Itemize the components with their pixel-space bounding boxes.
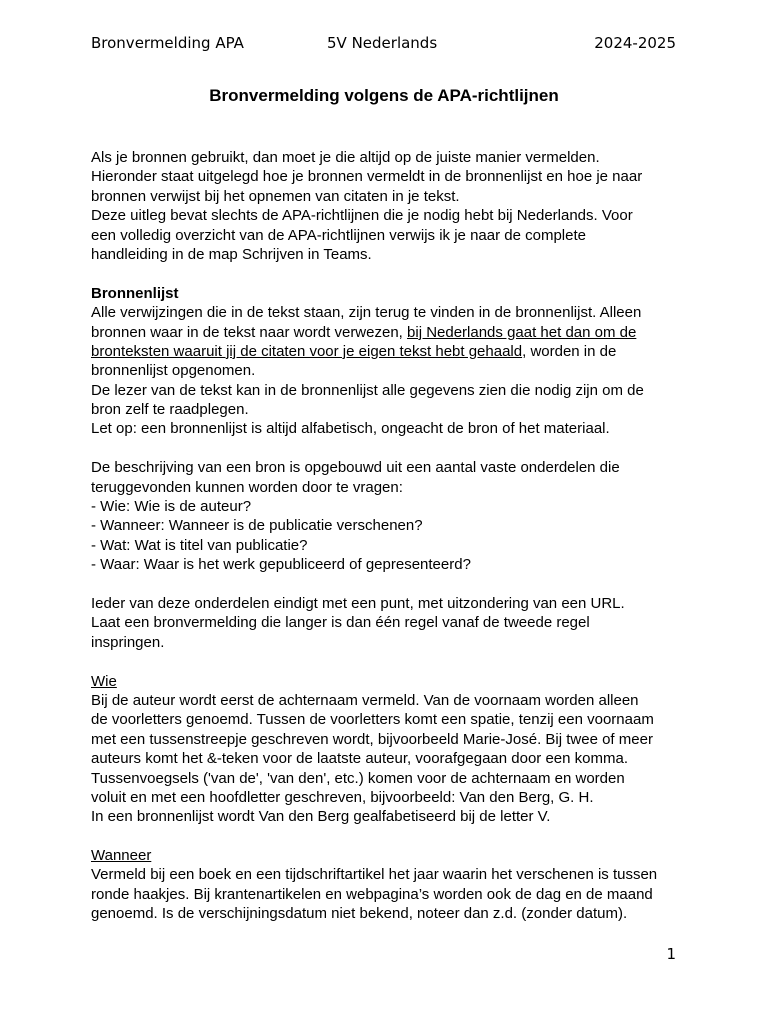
text-line: Deze uitleg bevat slechts de APA-richtlijnen die je nodig hebt bij Nederlands. Voor [91,207,633,225]
section-heading-wanneer: Wanneer [91,847,152,865]
wanneer-section [91,846,691,924]
text-line: De lezer van de tekst kan in de bronnenlijst alle gegevens zien die nodig zijn om de [91,381,644,399]
page-number: 1 [666,945,676,963]
page-header [91,33,676,53]
header-document-title: Bronvermelding APA [91,34,244,52]
text-line: Alle verwijzingen die in de tekst staan, zijn terug te vinden in de bronnenlijst. Alleen [91,304,642,322]
text-line: bronnen verwijst bij het opnemen van citaten in je tekst. [91,187,460,205]
onderdelen-paragraph [91,594,691,652]
text-line: Let op: een bronnenlijst is altijd alfabetisch, ongeacht de bron of het materiaal. [91,420,610,438]
list-item: - Waar: Waar is het werk gepubliceerd of gepresenteerd? [91,556,471,574]
bronnenlijst-section [91,284,691,439]
page-title: Bronvermelding volgens de APA-richtlijnen [209,86,559,105]
text-line: Bij de auteur wordt eerst de achternaam vermeld. Van de voornaam worden alleen [91,691,639,709]
text-line: Ieder van deze onderdelen eindigt met een punt, met uitzondering van een URL. [91,594,625,612]
text-line: een volledig overzicht van de APA-richtlijnen verwijs ik je naar de complete [91,226,586,244]
text-line: met een tussenstreepje geschreven wordt, bijvoorbeeld Marie-José. Bij twee of meer [91,730,653,748]
section-heading-wie: Wie [91,672,117,690]
text-line: bron zelf te raadplegen. [91,401,249,419]
beschrijving-paragraph [91,458,691,574]
text-line: de voorletters genoemd. Tussen de voorletters komt een spatie, tenzij een voornaam [91,711,654,729]
text-line: auteurs komt het &-teken voor de laatste auteur, voorafgegaan door een komma. [91,750,628,768]
text-line: Tussenvoegsels ('van de', 'van den', etc.) komen voor de achternaam en worden [91,769,625,787]
document-body [91,148,691,924]
wie-section [91,672,691,827]
text-line [91,342,691,361]
text-line: Als je bronnen gebruikt, dan moet je die altijd op de juiste manier vermelden. [91,149,600,166]
text-line: In een bronnenlijst wordt Van den Berg gealfabetiseerd bij de letter V. [91,808,551,826]
list-item: - Wat: Wat is titel van publicatie? [91,536,308,554]
text-line: ronde haakjes. Bij krantenartikelen en webpagina’s worden ook de dag en de maand [91,885,653,903]
text-run: bronnen waar in de tekst naar wordt verwezen, [91,323,408,341]
text-line: Hieronder staat uitgelegd hoe je bronnen vermeldt in de bronnenlijst en hoe je naar [91,168,643,186]
text-line: Laat een bronvermelding die langer is dan één regel vanaf de tweede regel [91,614,590,632]
header-school-year: 2024-2025 [594,34,676,52]
text-line [91,323,691,342]
underlined-text: bij Nederlands gaat het dan om de [407,323,637,341]
text-run: , worden in de [522,342,617,360]
intro-paragraph [91,148,691,264]
text-line: voluit en met een hoofdletter geschreven, bijvoorbeeld: Van den Berg, G. H. [91,788,594,806]
text-line: bronnenlijst opgenomen. [91,362,256,380]
text-line: Vermeld bij een boek en een tijdschriftartikel het jaar waarin het verschenen is tussen [91,866,658,884]
underlined-text: bronteksten waaruit jij de citaten voor je eigen tekst hebt gehaald [91,342,523,360]
text-line: teruggevonden kunnen worden door te vragen: [91,478,403,496]
section-heading-bronnenlijst: Bronnenlijst [91,284,179,302]
list-item: - Wie: Wie is de auteur? [91,498,252,516]
header-class: 5V Nederlands [327,34,438,52]
text-line: genoemd. Is de verschijningsdatum niet bekend, noteer dan z.d. (zonder datum). [91,905,628,923]
text-line: inspringen. [91,633,165,651]
list-item: - Wanneer: Wanneer is de publicatie verschenen? [91,517,423,535]
text-line: De beschrijving van een bron is opgebouwd uit een aantal vaste onderdelen die [91,459,620,477]
text-line: handleiding in de map Schrijven in Teams. [91,245,372,263]
